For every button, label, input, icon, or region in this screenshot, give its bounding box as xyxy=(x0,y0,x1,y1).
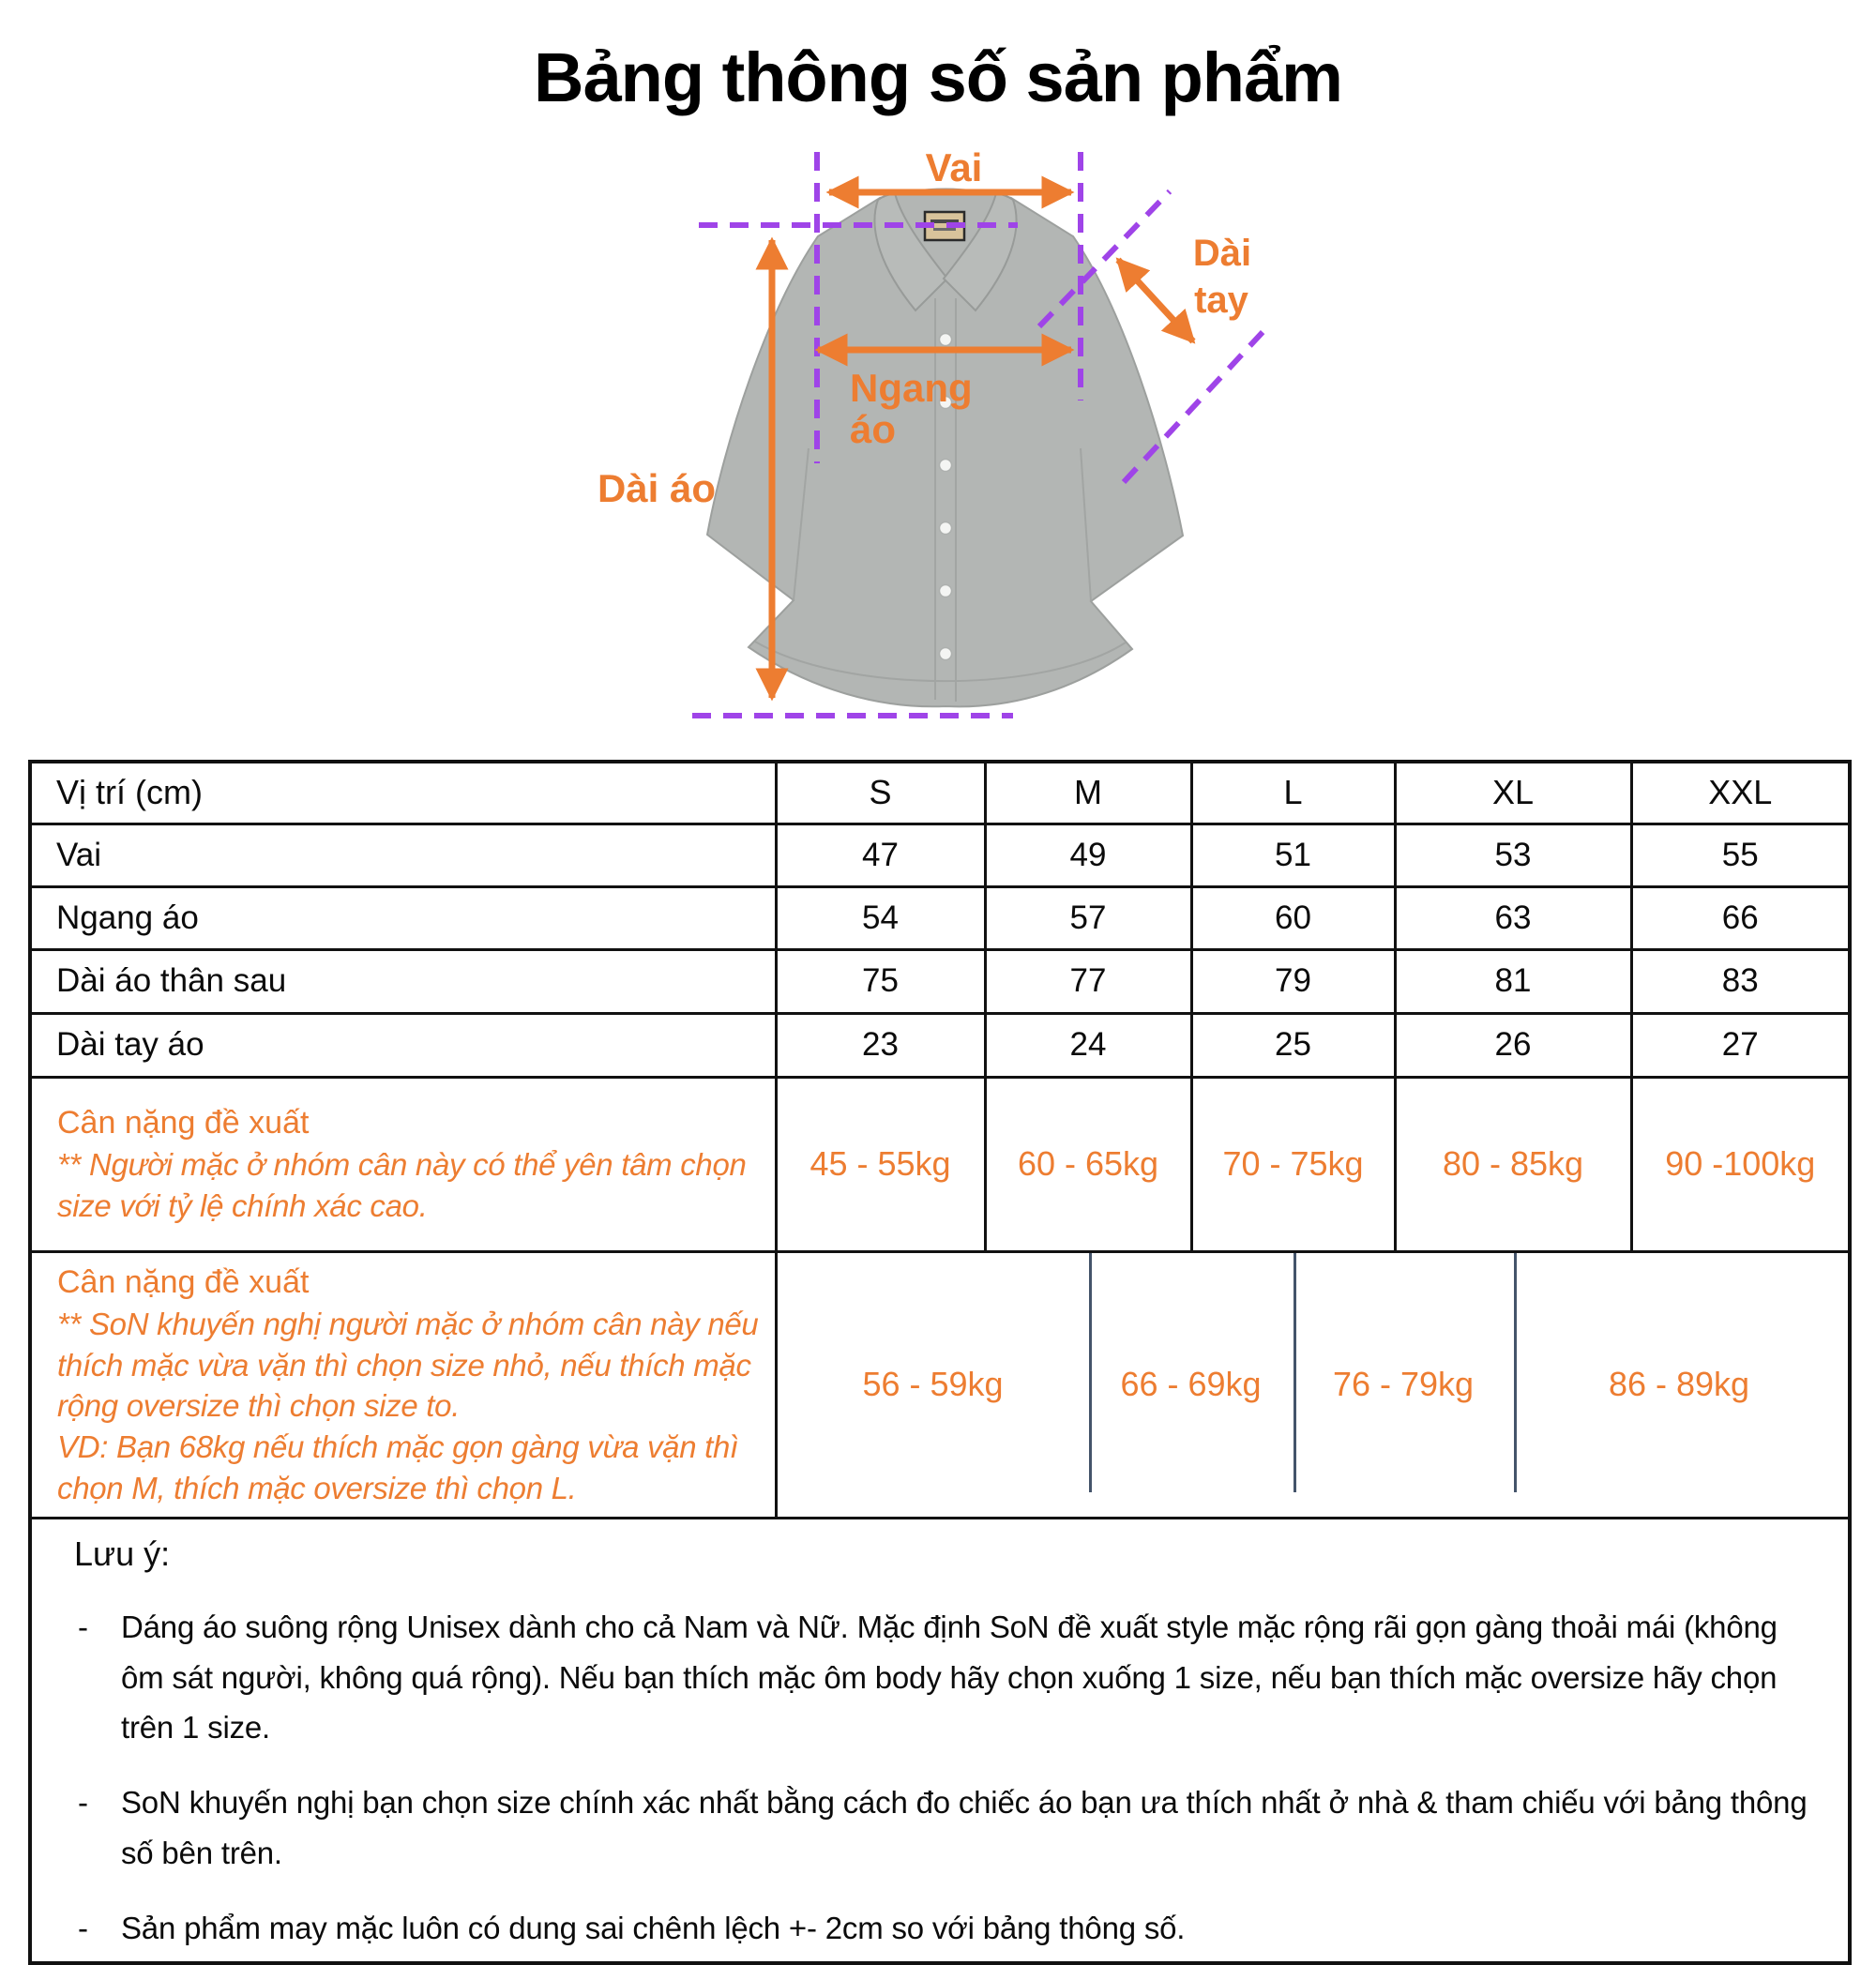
note-text: Dáng áo suông rộng Unisex dành cho cả Nam và Nữ. Mặc định SoN đề xuất style mặc rộng rãi gọn gàng thoải mái (không ôm sát người, không quá rộng). Nếu bạn thích mặc ôm body hãy chọn xuống 1 size, nếu bạn thích mặc oversize hãy chọn trên 1 size. xyxy=(121,1610,1778,1746)
weight-range-divider xyxy=(1514,1251,1517,1492)
weight-value: 76 - 79kg xyxy=(1332,1365,1475,1404)
row-label: Dài áo thân sau xyxy=(30,949,776,1013)
notes-title: Lưu ý: xyxy=(74,1534,171,1574)
note-item xyxy=(74,1602,1816,1752)
cell-value: 25 xyxy=(1191,1013,1395,1077)
cell-value: 63 xyxy=(1395,886,1631,949)
cell-value: 75 xyxy=(776,949,985,1013)
length-label: Dài áo xyxy=(597,466,717,510)
sleeve-label-line2: tay xyxy=(1194,280,1248,321)
weight-note: ** SoN khuyến nghị người mặc ở nhóm cân này nếu thích mặc vừa vặn thì chọn size nhỏ, nếu thích mặc rộng oversize thì chọn size to. xyxy=(57,1307,759,1424)
bullet-dash: - xyxy=(78,1785,88,1821)
weight-title: Cân nặng đề xuất xyxy=(57,1263,310,1300)
bullet-dash: - xyxy=(78,1911,88,1946)
cell-value: 81 xyxy=(1395,949,1631,1013)
cell-value: 23 xyxy=(776,1013,985,1077)
table-row-shoulder xyxy=(30,824,1850,886)
cell-value: 49 xyxy=(985,824,1191,886)
shoulder-label: Vai xyxy=(925,145,983,189)
weight-value: 60 - 65kg xyxy=(985,1077,1191,1251)
chest-label-line2: áo xyxy=(850,407,897,451)
notes-row xyxy=(30,1519,1850,1963)
cell-value: 26 xyxy=(1395,1013,1631,1077)
weight-row-2-values xyxy=(776,1251,1850,1519)
sleeve-arrow xyxy=(1118,260,1193,341)
note-text: Sản phẩm may mặc luôn có dung sai chênh lệch +- 2cm so với bảng thông số. xyxy=(121,1911,1186,1946)
header-size-m: M xyxy=(985,762,1191,824)
header-size-xl: XL xyxy=(1395,762,1631,824)
bullet-dash: - xyxy=(78,1610,88,1645)
cell-value: 53 xyxy=(1395,824,1631,886)
weight-row-1 xyxy=(30,1077,1850,1251)
shirt-measurement-diagram xyxy=(0,0,1876,760)
cell-value: 54 xyxy=(776,886,985,949)
weight-value: 70 - 75kg xyxy=(1191,1077,1395,1251)
table-row-sleeve-length xyxy=(30,1013,1850,1077)
cell-value: 24 xyxy=(985,1013,1191,1077)
cell-value: 77 xyxy=(985,949,1191,1013)
row-label: Vai xyxy=(30,824,776,886)
weight-range-divider xyxy=(1294,1251,1296,1492)
weight-row-2-label xyxy=(30,1251,776,1519)
cell-value: 57 xyxy=(985,886,1191,949)
weight-row-1-label xyxy=(30,1077,776,1251)
weight-value: 90 -100kg xyxy=(1631,1077,1850,1251)
cell-value: 79 xyxy=(1191,949,1395,1013)
note-item xyxy=(74,1777,1816,1878)
header-position: Vị trí (cm) xyxy=(30,762,776,824)
table-row-back-length xyxy=(30,949,1850,1013)
shirt-illustration xyxy=(707,189,1183,707)
shirt-body xyxy=(707,189,1183,707)
cell-value: 83 xyxy=(1631,949,1850,1013)
note-item xyxy=(74,1903,1816,1953)
weight-value: 45 - 55kg xyxy=(776,1077,985,1251)
cell-value: 60 xyxy=(1191,886,1395,949)
cell-value: 55 xyxy=(1631,824,1850,886)
notes-cell xyxy=(30,1519,1850,1963)
page-title: Bảng thông số sản phẩm xyxy=(534,38,1342,116)
row-label: Dài tay áo xyxy=(30,1013,776,1077)
chest-label-line1: Ngang xyxy=(850,366,973,410)
note-text: SoN khuyến nghị bạn chọn size chính xác nhất bằng cách đo chiếc áo bạn ưa thích nhất ở nhà & tham chiếu với bảng thông số bên trên. xyxy=(121,1785,1808,1870)
weight-row-2 xyxy=(30,1251,1850,1519)
cell-value: 51 xyxy=(1191,824,1395,886)
header-size-l: L xyxy=(1191,762,1395,824)
cell-value: 66 xyxy=(1631,886,1850,949)
cell-value: 27 xyxy=(1631,1013,1850,1077)
weight-note: ** Người mặc ở nhóm cân này có thể yên tâm chọn size với tỷ lệ chính xác cao. xyxy=(57,1147,747,1223)
header-row xyxy=(30,762,1850,824)
table-row-chest xyxy=(30,886,1850,949)
weight-value: 66 - 69kg xyxy=(1120,1365,1262,1404)
weight-value: 86 - 89kg xyxy=(1608,1365,1750,1404)
header-size-s: S xyxy=(776,762,985,824)
size-spec-table xyxy=(28,760,1852,1965)
weight-title: Cân nặng đề xuất xyxy=(57,1104,310,1141)
weight-value: 56 - 59kg xyxy=(862,1365,1004,1404)
row-label: Ngang áo xyxy=(30,886,776,949)
header-size-xxl: XXL xyxy=(1631,762,1850,824)
weight-example: VD: Bạn 68kg nếu thích mặc gọn gàng vừa vặn thì chọn M, thích mặc oversize thì chọn L. xyxy=(57,1429,738,1505)
weight-range-divider xyxy=(1089,1251,1092,1492)
cell-value: 47 xyxy=(776,824,985,886)
sleeve-label-line1: Dài xyxy=(1192,233,1252,274)
weight-value: 80 - 85kg xyxy=(1395,1077,1631,1251)
